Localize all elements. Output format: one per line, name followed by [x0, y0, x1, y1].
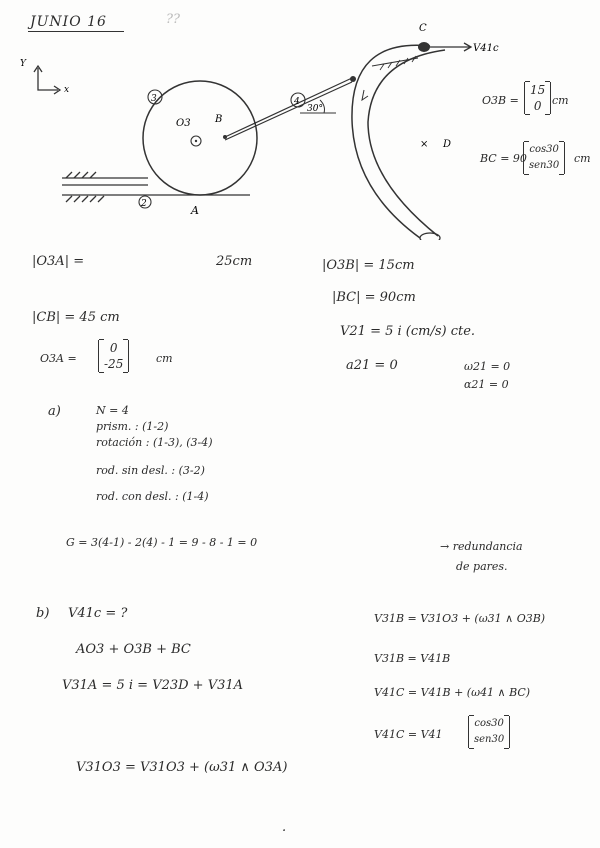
bc-x: cos30: [529, 144, 559, 155]
part-b-question: V41c = ?: [68, 606, 128, 621]
velocity-eq-C-result: V41C = V41: [374, 728, 443, 741]
redundancy-note-2: de pares.: [456, 560, 508, 573]
body4-number: 4: [294, 97, 300, 107]
bc-label: BC = 90: [480, 152, 527, 165]
result-x: cos30: [474, 718, 504, 729]
bc-unit: cm: [574, 152, 591, 165]
mechanism-figure: [0, 0, 600, 240]
result-y: sen30: [474, 734, 505, 745]
guide-direction-arrow: [362, 90, 368, 100]
footer-dot: .: [282, 820, 287, 835]
slider-C: [418, 42, 430, 52]
curved-guide-outer: [352, 45, 430, 238]
faint-question-marks: ??: [166, 12, 180, 27]
point-C-on-rod: [350, 76, 356, 82]
vector-loop: AO3 + O3B + BC: [76, 642, 191, 657]
rotation-pairs: rotación : (1-3), (3-4): [96, 436, 213, 449]
o3a-magnitude-label: |O3A| =: [32, 254, 85, 269]
o3a-vector-label: O3A =: [40, 352, 77, 365]
A-label: A: [191, 204, 199, 217]
guide-hatching: [380, 56, 416, 70]
v21-given: V21 = 5 i (cm/s) cte.: [340, 324, 476, 339]
guide-hatch-line: [372, 58, 418, 66]
velocity-eq-B41: V31B = V41B: [374, 652, 451, 665]
C-label: C: [419, 23, 427, 34]
D-label: D: [443, 139, 452, 150]
angle-label: 30°: [307, 104, 323, 114]
redundancy-note: → redundancia: [440, 540, 523, 553]
o3b-x: 15: [530, 83, 546, 97]
part-a-label: a): [48, 404, 61, 419]
o3b-unit: cm: [552, 94, 569, 107]
a21-given: a21 = 0: [346, 358, 398, 373]
rolling-slip-pair: rod. con desl. : (1-4): [96, 490, 209, 503]
o3b-magnitude: |O3B| = 15cm: [322, 258, 415, 273]
curved-guide-inner: [368, 50, 445, 236]
body3-number: 3: [151, 94, 157, 104]
ground-rail: [62, 172, 250, 202]
o3a-y: -25: [104, 357, 124, 371]
guide-end: [420, 233, 440, 240]
velocity-eq-B31: V31B = V31O3 + (ω31 ∧ O3B): [374, 612, 546, 625]
rolling-no-slip-pair: rod. sin desl. : (3-2): [96, 464, 205, 477]
result-direction-vector: [468, 716, 510, 748]
velocity-eq-A: V31A = 5 i = V23D + V31A: [62, 678, 244, 693]
page-title: JUNIO 16: [30, 14, 107, 30]
O3-label: O3: [176, 118, 191, 129]
o3b-vector: [524, 82, 551, 114]
part-b-label: b): [36, 606, 50, 621]
links-count: N = 4: [96, 404, 129, 417]
velocity-eq-O3: V31O3 = V31O3 + (ω31 ∧ O3A): [76, 760, 288, 775]
B-label: B: [215, 114, 223, 125]
velocity-eq-C41: V41C = V41B + (ω41 ∧ BC): [374, 686, 531, 699]
alpha21-given: α21 = 0: [464, 378, 509, 391]
rod-BC: [225, 78, 352, 140]
cb-magnitude: |CB| = 45 cm: [32, 310, 120, 325]
prismatic-pair: prism. : (1-2): [96, 420, 169, 433]
w21-given: ω21 = 0: [464, 360, 511, 373]
o3a-vector: [98, 340, 129, 372]
bc-magnitude: |BC| = 90cm: [332, 290, 416, 305]
o3a-unit: cm: [156, 352, 173, 365]
bc-y: sen30: [529, 160, 560, 171]
bc-vector: [523, 142, 565, 174]
grubler-equation: G = 3(4-1) - 2(4) - 1 = 9 - 8 - 1 = 0: [66, 536, 258, 549]
o3b-label: O3B =: [482, 94, 519, 107]
o3a-magnitude-value: 25cm: [216, 254, 253, 269]
center-O3-dot: [195, 140, 197, 142]
V41c-label: V41c: [473, 43, 499, 54]
D-marker: ×: [420, 139, 429, 150]
body1-number: 2: [141, 199, 147, 209]
o3b-y: 0: [533, 99, 542, 113]
axis-y-label: Y: [20, 59, 26, 69]
coordinate-axes: [34, 66, 60, 94]
axis-x-label: x: [64, 85, 70, 95]
o3a-x: 0: [109, 341, 118, 355]
